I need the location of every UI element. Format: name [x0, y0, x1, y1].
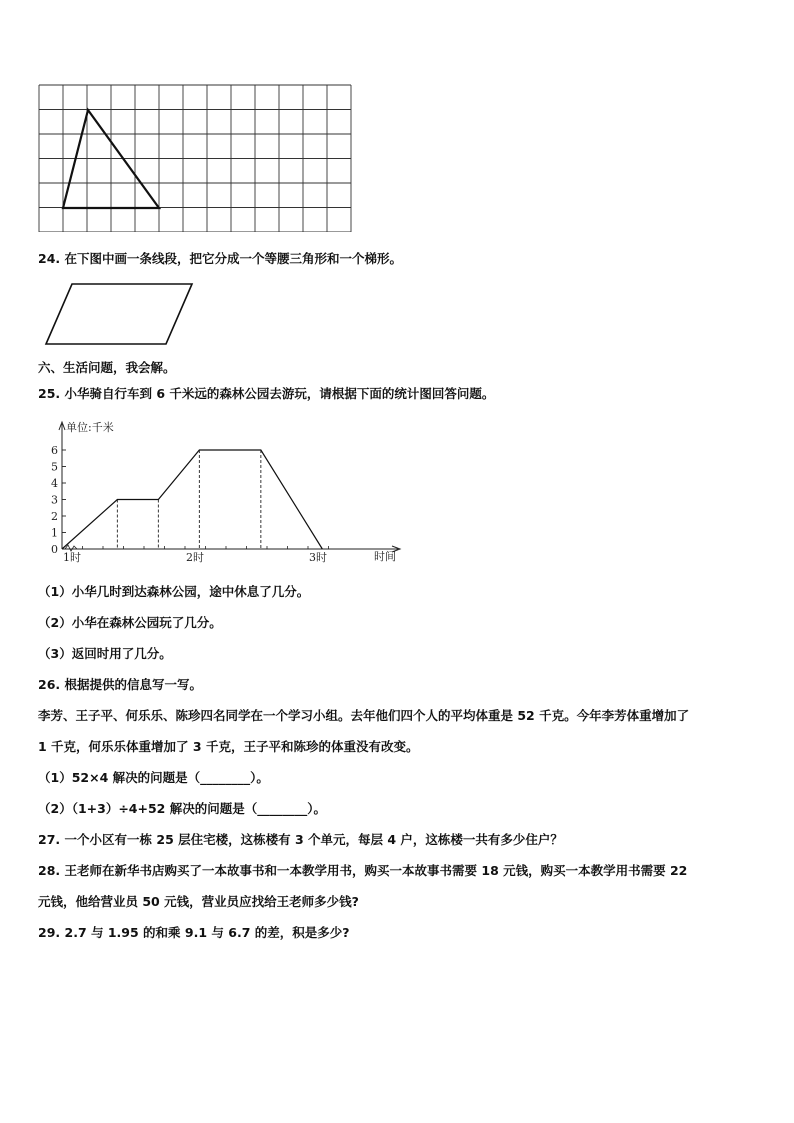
chart-y-tick-label: 0 — [51, 543, 58, 556]
question-26-paragraph-2: 1 千克，何乐乐体重增加了 3 千克，王子平和陈珍的体重没有改变。 — [38, 739, 419, 754]
chart-series-line — [62, 450, 322, 549]
question-24 — [38, 251, 402, 267]
question-26-sub-1: （1）52×4 解决的问题是（________）。 — [38, 770, 269, 785]
chart-x-tick-label: 2时 — [186, 551, 204, 564]
question-25-sub-2: （2）小华在森林公园玩了几分。 — [38, 615, 222, 630]
chart-y-tick-label: 5 — [51, 460, 58, 474]
question-25 — [38, 386, 494, 402]
section-6-title: 六、生活问题，我会解。 — [38, 360, 176, 375]
question-26-sub-2: （2）（1+3）÷4+52 解决的问题是（________）。 — [38, 801, 326, 816]
chart-y-tick-label: 2 — [51, 510, 58, 523]
question-26-text: 根据提供的信息写一写。 — [64, 677, 203, 692]
parallelogram-figure — [40, 282, 200, 348]
chart-y-tick-label: 6 — [51, 444, 58, 457]
question-25-sub-3: （3）返回时用了几分。 — [38, 646, 172, 661]
question-27-text: 一个小区有一栋 25 层住宅楼，这栋楼有 3 个单元，每层 4 户，这栋楼一共有多少住户？ — [64, 832, 563, 847]
question-26-number: 26. — [38, 677, 61, 692]
grid-triangle-figure — [38, 84, 354, 232]
question-28-number: 28. — [38, 863, 61, 878]
question-24-number: 24. — [38, 251, 61, 266]
chart-x-tick-label: 3时 — [309, 551, 327, 564]
question-26-paragraph-1: 李芳、王子平、何乐乐、陈珍四名同学在一个学习小组。去年他们四个人的平均体重是 52 千克。今年李芳体重增加了 — [38, 708, 690, 723]
question-25-text: 小华骑自行车到 6 千米远的森林公园去游玩，请根据下面的统计图回答问题。 — [64, 386, 495, 401]
parallelogram-shape — [46, 284, 192, 344]
question-27 — [38, 832, 563, 848]
question-25-sub-1: （1）小华几时到达森林公园，途中休息了几分。 — [38, 584, 310, 599]
chart-y-tick-label: 3 — [51, 493, 58, 507]
chart-ylabel: 单位:千米 — [66, 421, 114, 434]
chart-xlabel: 时间 — [374, 550, 396, 563]
question-27-number: 27. — [38, 832, 61, 847]
question-28-text-1: 王老师在新华书店购买了一本故事书和一本教学用书，购买一本故事书需要 18 元钱，购买一本教学用书需要 22 — [64, 863, 688, 878]
distance-time-chart — [30, 412, 410, 574]
chart-y-tick-label: 4 — [51, 477, 58, 490]
question-24-text: 在下图中画一条线段，把它分成一个等腰三角形和一个梯形。 — [64, 251, 403, 266]
chart-y-tick-label: 1 — [51, 526, 58, 540]
question-25-number: 25. — [38, 386, 61, 401]
question-29-number: 29. — [38, 925, 61, 940]
chart-x-tick-label: 1时 — [63, 551, 81, 564]
question-29 — [38, 925, 350, 941]
question-28-line-1 — [38, 863, 687, 879]
question-28-line-2: 元钱，他给营业员 50 元钱，营业员应找给王老师多少钱? — [38, 894, 359, 909]
question-26 — [38, 677, 202, 693]
question-29-text: 2.7 与 1.95 的和乘 9.1 与 6.7 的差，积是多少? — [64, 925, 350, 940]
